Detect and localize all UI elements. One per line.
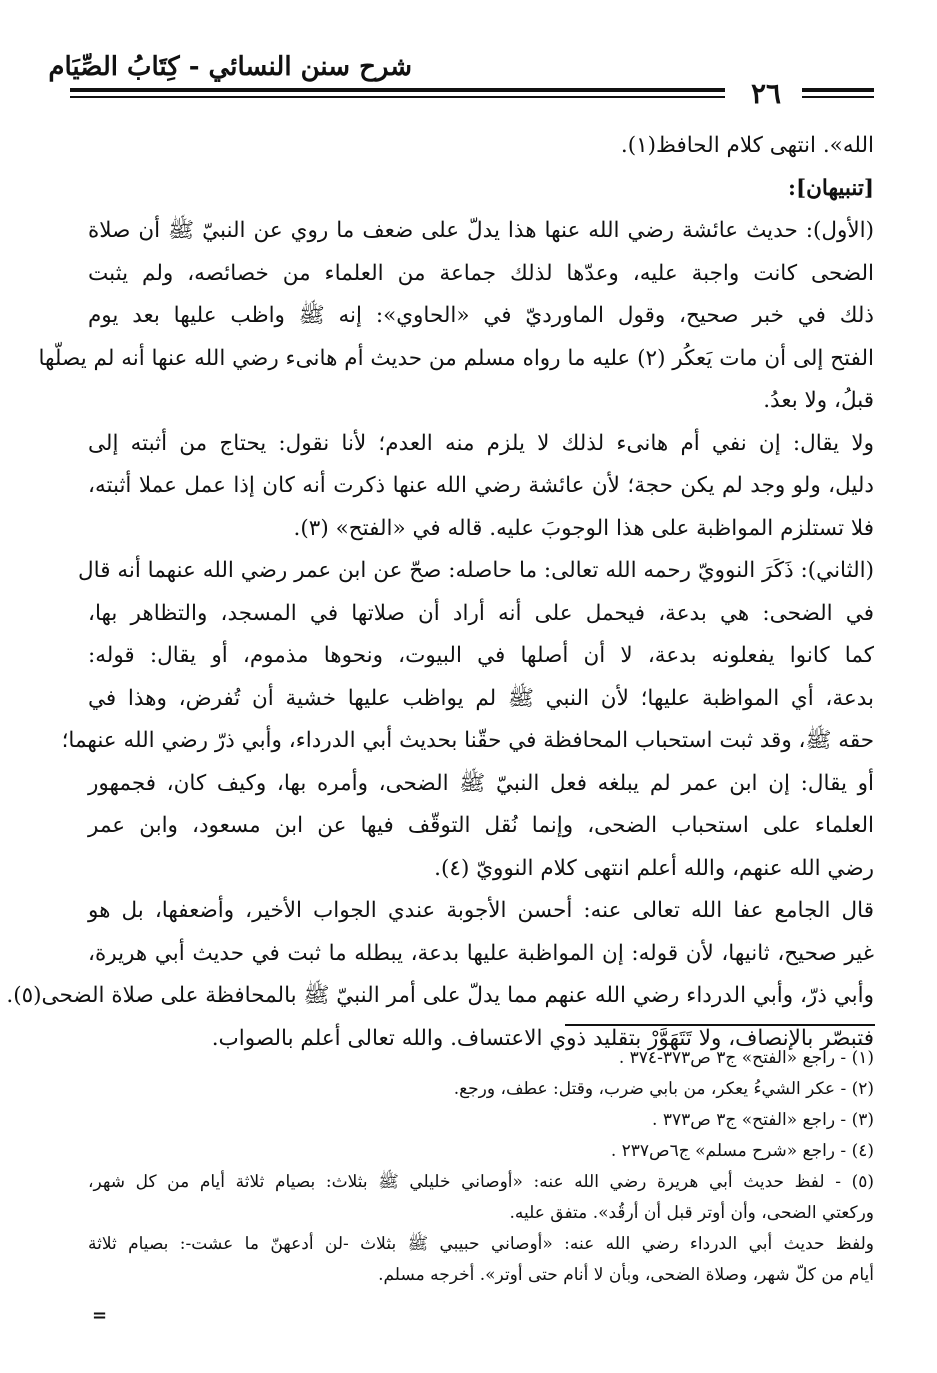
page-number: ٢٦: [750, 77, 782, 110]
text-line: أو يقال: إن ابن عمر لم يبلغه فعل النبيّ ﷺ الضحى، وأمره بها، وكيف كان، فجمهور: [88, 770, 874, 796]
text-line: ذلك في خبر صحيح، وقول الماورديّ في «الحاوي»: إنه ﷺ واظب عليها بعد يوم: [88, 303, 874, 328]
header-rule: [70, 88, 725, 92]
footnote-line: (٤) - راجع «شرح مسلم» ج٦ص٢٣٧ .: [610, 1141, 874, 1161]
main-text: [6, 125, 874, 1060]
text-line: دليل، ولو وجد لم يكن حجة؛ لأن عائشة رضي الله عنها ذكرت أنه كان إذا عمل عملا أثبته،: [88, 473, 874, 498]
text-line: حقه ﷺ، وقد ثبت استحباب المحافظة في حقّنا بحديث أبي الدرداء، وأبي ذرّ رضي الله عنهما؛: [61, 728, 874, 753]
text-line: وأبي ذرّ، وأبي الدرداء رضي الله عنهم مما يدلّ على أمر النبيّ ﷺ بالمحافظة على صلاة الضحى(٥).: [6, 983, 874, 1008]
text-line: (الأول): حديث عائشة رضي الله عنها هذا يدلّ على ضعف ما روي عن النبيّ ﷺ أن صلاة: [88, 218, 874, 243]
running-title: شرح سنن النسائي - كِتَابُ الصِّيَام: [48, 52, 412, 82]
footnote-line: (٣) - راجع «الفتح» ج٣ ص٣٧٣ .: [652, 1110, 874, 1130]
footnote-line: (٢) - عكر الشيءُ يعكر، من بابي ضرب، وقتل: عطف، ورجع.: [453, 1079, 874, 1099]
text-line: الله». انتهى كلام الحافظ(١).: [620, 133, 874, 158]
text-line: رضي الله عنهم، والله أعلم انتهى كلام النوويّ (٤).: [434, 855, 874, 881]
text-line: [تنبيهان]:: [788, 175, 874, 201]
text-line: فتبصّر بالإنصاف، ولا تَتَهَوَّرْ بتقليد ذوي الاعتساف. والله تعالى أعلم بالصواب.: [211, 1025, 874, 1051]
footnote-line: وركعتي الضحى، وأن أوتر قبل أن أرقُد». متفق عليه.: [509, 1203, 874, 1223]
text-line: (الثاني): ذَكَرَ النوويّ رحمه الله تعالى: ما حاصله: صحّ عن ابن عمر رضي الله عنهما أنه قال: [78, 558, 874, 583]
footnote-line: ولفظ حديث أبي الدرداء رضي الله عنه: «أوصاني حبيبي ﷺ بثلاث -لن أدعهنّ ما عشت-: بصيام ثلاثة: [88, 1234, 874, 1254]
text-line: ولا يقال: إن نفي أم هانىء لذلك لا يلزم منه العدم؛ لأنا نقول: يحتاج من أثبته إلى: [88, 430, 874, 456]
footnote-line: أيام من كلّ شهر، وصلاة الضحى، وبأن لا أنام حتى أوتر». أخرجه مسلم.: [378, 1265, 874, 1285]
text-line: قال الجامع عفا الله تعالى عنه: أحسن الأجوبة عندي الجواب الأخير، وأضعفها، بل هو: [88, 898, 874, 923]
footnotes: [88, 1043, 874, 1291]
text-line: بدعة، أي المواظبة عليها؛ لأن النبي ﷺ لم يواظب عليها خشية أن تُفرض، وهذا في: [88, 685, 874, 711]
footnote-line: (١) - راجع «الفتح» ج٣ ص٣٧٣-٣٧٤ .: [618, 1048, 874, 1068]
text-line: فلا تستلزم المواظبة على هذا الوجوبَ عليه. قاله في «الفتح» (٣).: [293, 515, 874, 541]
header-rule-thin: [70, 96, 725, 98]
text-line: غير صحيح، ثانيها، لأن قوله: إن المواظبة عليها بدعة، يبطله ما ثبت في حديث أبي هريرة،: [88, 940, 874, 966]
text-line: قبلُ، ولا بعدُ.: [763, 388, 874, 413]
text-line: كما كانوا يفعلونه بدعة، لا أن أصلها في البيوت، ونحوها مذموم، أو يقال: قوله:: [88, 643, 874, 668]
footnote-line: (٥) - لفظ حديث أبي هريرة رضي الله عنه: «أوصاني خليلي ﷺ بثلاث: بصيام ثلاثة أيام من كل شهر،: [88, 1172, 874, 1192]
page-number-rule: [802, 88, 874, 92]
text-line: الفتح إلى أن مات يَعكُر (٢) عليه ما رواه مسلم من حديث أم هانىء رضي الله عنها أنه لم يصلّها: [38, 345, 874, 371]
continuation-mark: =: [92, 1305, 108, 1326]
page-number-rule-thin: [802, 96, 874, 98]
footnote-separator: [565, 1024, 875, 1026]
text-line: الضحى كانت واجبة عليه، وعدّها لذلك جماعة من العلماء من خصائصه، ولم يثبت: [88, 260, 874, 286]
text-line: العلماء على استحباب الضحى، وإنما نُقل التوقّف فيها عن ابن مسعود، وابن عمر: [88, 813, 874, 838]
text-line: في الضحى: هي بدعة، فيحمل على أنه أراد أن صلاتها في المسجد، والتظاهر بها،: [88, 600, 874, 626]
